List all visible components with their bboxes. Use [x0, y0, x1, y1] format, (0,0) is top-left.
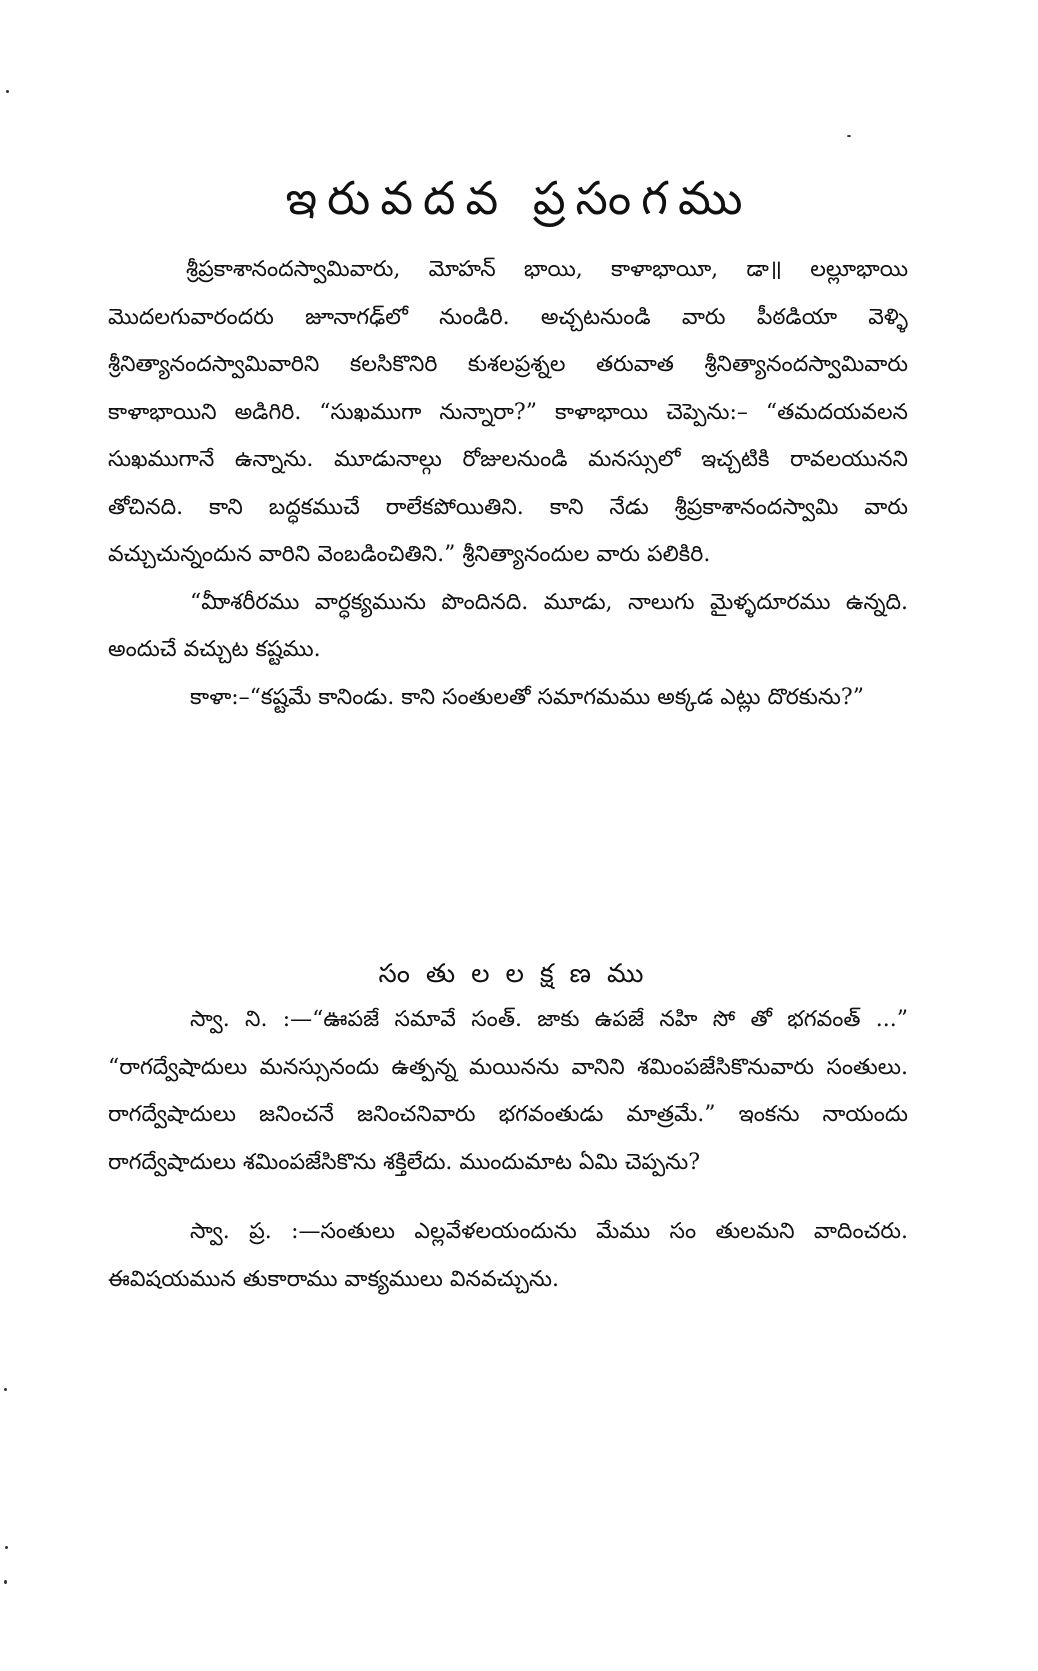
chapter-title: ఇరువదవ ప్రసంగము — [285, 171, 753, 225]
text-block-lower — [108, 996, 908, 1303]
paragraph-3: కాళా:–“కష్టమే కానిండు. కాని సంతులతో సమాగమము అక్కడ ఎట్లు దొరకును?” — [190, 684, 864, 710]
paragraph-5: స్వా. ప్ర. :—సంతులు ఎల్లవేళలయందును మేము సం తులమని వాదించరు. ఈవిషయమున తుకారాము వాక్యములు వినవచ్చును. — [108, 1219, 908, 1292]
scan-speck — [4, 1388, 7, 1391]
text-block-upper — [108, 246, 908, 721]
paragraph-2: “మీాశరీరము వార్ధక్యమును పొందినది. మూడు, నాలుగు మైళ్ళదూరము ఉన్నది. అందుచే వచ్చుట కష్టము. — [108, 589, 908, 662]
scan-speck — [5, 1546, 8, 1549]
paragraph-4: స్వా. ని. :—“ఊపజే సమావే సంత్. జాకు ఉపజే నహి సో తో భగవంత్ ...” “రాగద్వేషాదులు మనస్సునందు ఉత్పన్న మయినను వానిని శమింపజేసికొనువారు సంతులు. రాగద్వేషాదులు జనించనే జనించనివారు భగవంతుడు మాత్రమే.” ఇంకను నాయందు రాగద్వేషాదులు శమింపజేసికొను శక్తిలేదు. ముందుమాట ఏమి చెప్పను? — [108, 1007, 908, 1175]
section-subheading: సంతులలక్షణము — [378, 959, 660, 989]
paragraph-1: శ్రీప్రకాశానందస్వామివారు, మోహన్ భాయి, కాళాభాయీ, డా॥ లల్లూభాయి మొదలగువారందరు జూనాగఢ్‌లో నుండిరి. అచ్చటనుండి వారు పీఠడియా వెళ్ళి శ్రీనిత్యానందస్వామివారిని కలసికొనిరి కుశలప్రశ్నల తరువాత శ్రీనిత్యానందస్వామివారు కాళాభాయిని అడిగిరి. “సుఖముగా నున్నారా?” కాళాభాయి చెప్పెను:– “తమదయవలన సుఖముగానే ఉన్నాను. మూడునాల్గు రోజులనుండి మనస్సులో ఇచ్చటికి రావలయునని తోచినది. కాని బద్ధకముచే రాలేకపోయితిని. కాని నేడు శ్రీప్రకాశానందస్వామి వారు వచ్చుచున్నందున వారిని వెంబడించితిని.” శ్రీనిత్యానందుల వారు పలికిరి. — [108, 257, 908, 567]
scan-speck — [4, 1580, 7, 1584]
scan-speck — [847, 135, 851, 137]
scan-speck — [6, 90, 9, 93]
